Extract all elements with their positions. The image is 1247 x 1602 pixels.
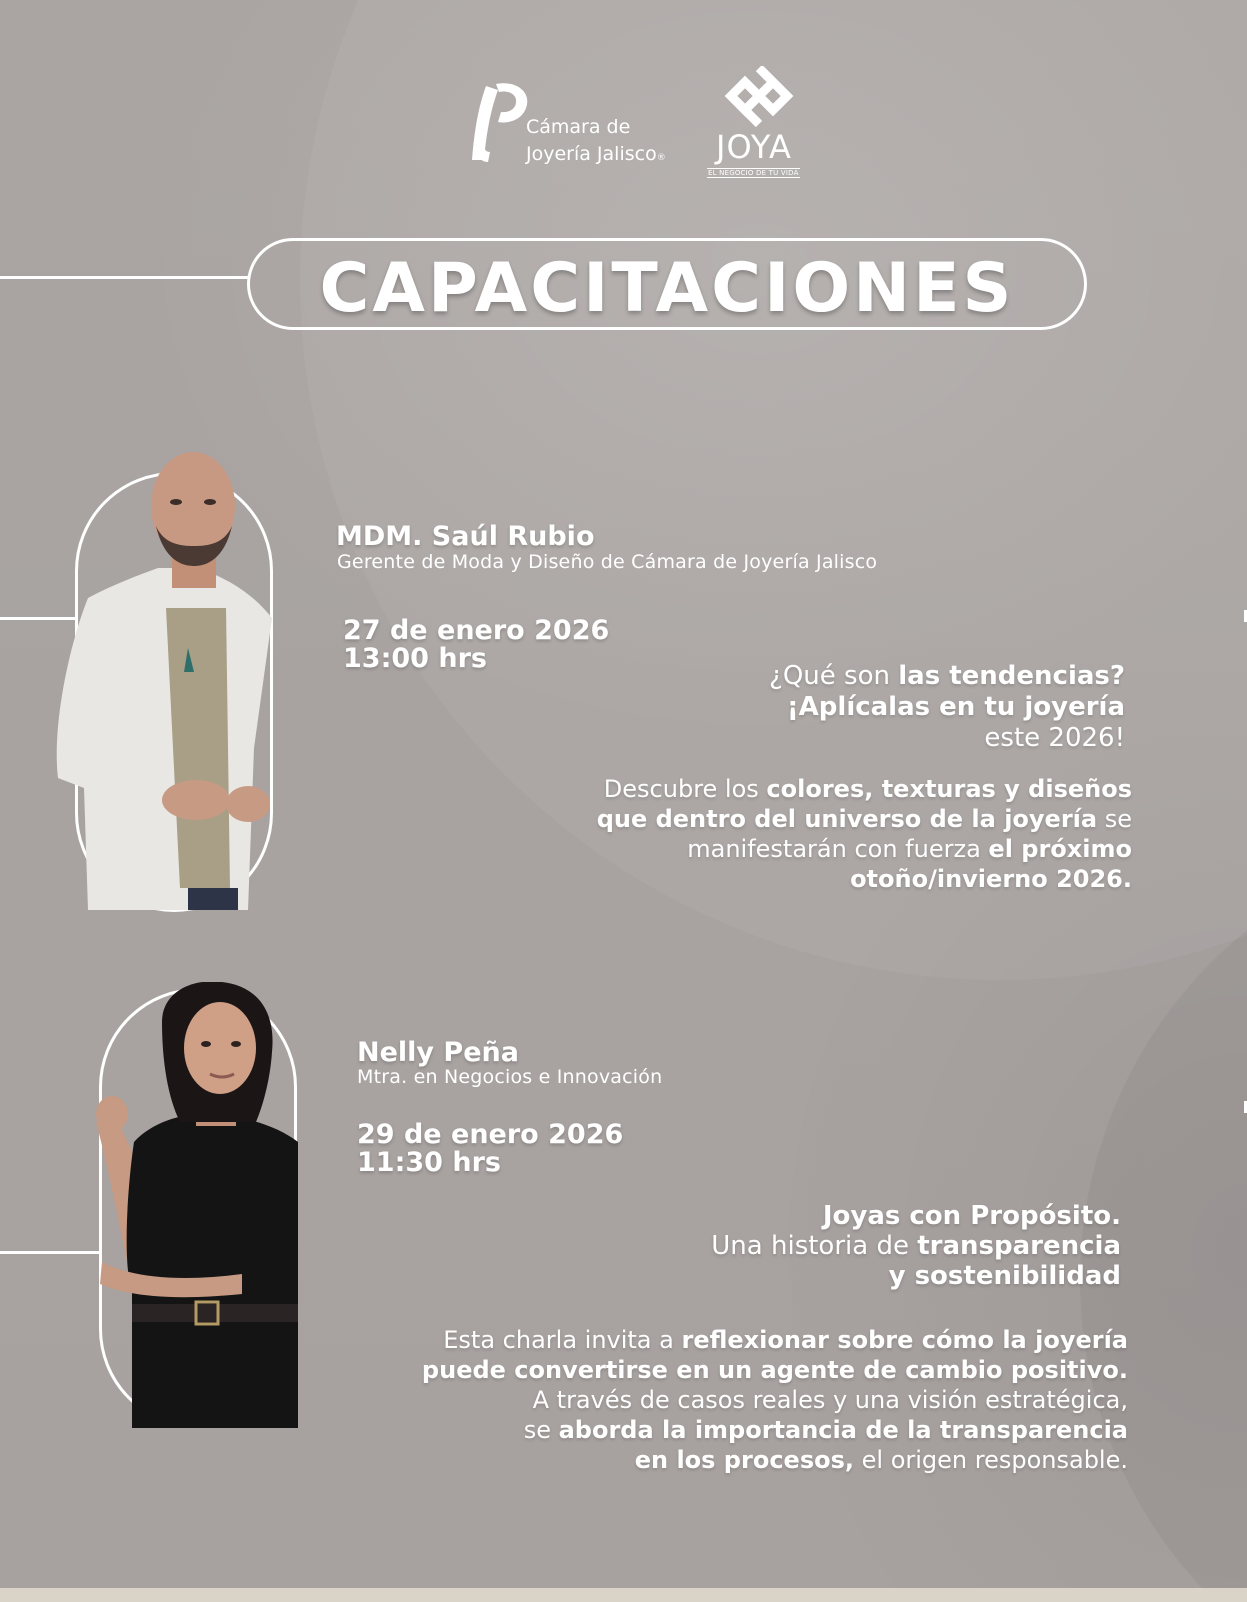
speaker-1-description-line	[520, 834, 1132, 864]
speaker-2-description-bold-text: en los procesos,	[634, 1446, 854, 1474]
speaker-1-heading	[620, 661, 1125, 754]
speaker-1-heading-line	[620, 692, 1125, 723]
speaker-2-description-line	[400, 1325, 1128, 1355]
speaker-1-description-line	[520, 864, 1132, 894]
speaker-2-heading-bold-text: transparencia	[917, 1231, 1121, 1261]
speaker-2-description-bold-text: reflexionar sobre cómo la joyería	[681, 1326, 1128, 1354]
speaker-2-description-bold-text: puede convertirse en un agente de cambio positivo.	[421, 1356, 1128, 1384]
speaker-1-heading-bold-text: las tendencias?	[898, 661, 1125, 691]
speaker-2-heading	[580, 1201, 1121, 1291]
camara-line-2: Joyería Jalisco	[526, 143, 657, 165]
speaker-2-heading-line	[580, 1231, 1121, 1261]
speaker-1-name: MDM. Saúl Rubio	[336, 521, 595, 552]
speaker-2-date: 29 de enero 2026	[357, 1119, 624, 1150]
speaker-1-role: Gerente de Moda y Diseño de Cámara de Joyería Jalisco	[337, 551, 878, 573]
page-title: CAPACITACIONES	[319, 249, 1015, 328]
speaker-1-description-bold-text: otoño/invierno 2026.	[850, 865, 1132, 893]
speaker-2-description-text: el origen responsable.	[854, 1446, 1128, 1474]
speaker-1-heading-bold-text: ¡Aplícalas en tu joyería	[786, 692, 1125, 722]
speaker-2-heading-bold-text: y sostenibilidad	[888, 1261, 1121, 1291]
bottom-band	[0, 1588, 1247, 1602]
speaker-2-time: 11:30 hrs	[357, 1147, 501, 1178]
speaker-2-connector	[0, 1251, 102, 1254]
speaker-2-role: Mtra. en Negocios e Innovación	[357, 1066, 663, 1088]
speaker-1-photo	[48, 448, 280, 910]
speaker-2-name: Nelly Peña	[357, 1037, 519, 1068]
speaker-1-description-bold-text: colores, texturas y diseños	[766, 775, 1132, 803]
speaker-2-description-line	[400, 1445, 1128, 1475]
logo-bar	[468, 66, 828, 186]
title-pill	[247, 238, 1087, 330]
cj-monogram-icon	[468, 78, 528, 168]
speaker-2-heading-bold-text: Joyas con Propósito.	[822, 1201, 1121, 1231]
speaker-1-description	[520, 774, 1132, 894]
camara-line-1: Cámara de	[526, 116, 631, 138]
speaker-2-description-text: se	[523, 1416, 559, 1444]
speaker-1-heading-line	[620, 661, 1125, 692]
joya-logo	[704, 66, 814, 181]
joya-diamond-icon	[711, 66, 807, 128]
title-connector-line	[0, 276, 250, 279]
speaker-1-description-text: se	[1097, 805, 1132, 833]
speaker-2-heading-line	[580, 1261, 1121, 1291]
speaker-1-heading-text: ¿Qué son	[769, 661, 899, 691]
speaker-2-heading-text: Una historia de	[711, 1231, 918, 1261]
speaker-2-datetime	[357, 1121, 623, 1177]
speaker-2-description-line	[400, 1355, 1128, 1385]
speaker-1-date: 27 de enero 2026	[343, 615, 610, 646]
joya-tagline: EL NEGOCIO DE TU VIDA	[708, 169, 799, 177]
registered-mark: ®	[656, 153, 666, 163]
speaker-1-time: 13:00 hrs	[343, 643, 487, 674]
speaker-1-description-text: Descubre los	[603, 775, 767, 803]
speaker-2-description-line	[400, 1415, 1128, 1445]
speaker-1-description-text: manifestarán con fuerza	[687, 835, 989, 863]
speaker-1-description-line	[520, 804, 1132, 834]
speaker-1-datetime	[343, 617, 609, 673]
speaker-2-photo	[92, 982, 298, 1428]
speaker-1-description-bold-text: el próximo	[988, 835, 1132, 863]
camara-joyeria-logo	[468, 78, 678, 178]
speaker-2-description-text: A través de casos reales y una visión estratégica,	[532, 1386, 1128, 1414]
speaker-1-heading-line	[620, 723, 1125, 754]
speaker-1-heading-text: este 2026!	[984, 723, 1125, 753]
speaker-1-description-line	[520, 774, 1132, 804]
speaker-2-description-line	[400, 1385, 1128, 1415]
speaker-2-description-bold-text: aborda la importancia de la transparencia	[558, 1416, 1128, 1444]
joya-word: JOYA	[716, 128, 792, 166]
speaker-2-heading-line	[580, 1201, 1121, 1231]
speaker-2-description-text: Esta charla invita a	[443, 1326, 682, 1354]
camara-logo-text	[526, 114, 666, 172]
speaker-2-description	[400, 1325, 1128, 1475]
speaker-1-description-bold-text: que dentro del universo de la joyería	[596, 805, 1098, 833]
